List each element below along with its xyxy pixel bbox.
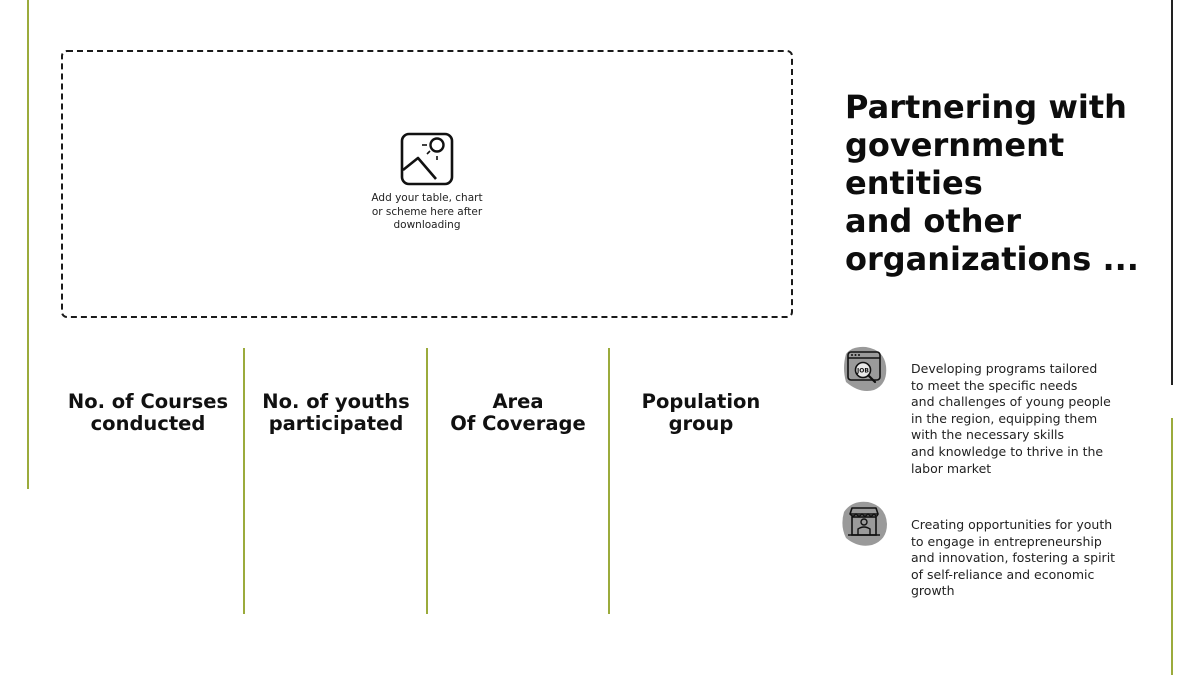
stat-divider <box>608 348 610 614</box>
right-accent-line <box>1171 418 1173 675</box>
chart-placeholder-area[interactable] <box>61 50 793 318</box>
entrepreneur-shop-icon <box>838 498 890 550</box>
stat-divider <box>243 348 245 614</box>
image-placeholder-icon <box>400 132 454 186</box>
svg-text:JOB: JOB <box>857 367 869 375</box>
feature-description: Creating opportunities for youth to engage in entrepreneurship and innovation, fostering a spirit of self-reliance and economic growth <box>911 517 1116 599</box>
stat-divider <box>426 348 428 614</box>
feature-description: Developing programs tailored to meet the specific needs and challenges of young people in the region, equipping them with the necessary skills and knowledge to thrive in the labor market <box>911 361 1111 476</box>
page-title: Partnering with government entities and other organizations ... <box>845 88 1139 278</box>
stat-label-youths: No. of youths participated <box>262 390 410 435</box>
stat-label-population: Population group <box>641 390 761 435</box>
job-search-icon <box>838 344 890 396</box>
stat-label-coverage: Area Of Coverage <box>450 390 586 435</box>
left-accent-line <box>27 0 29 489</box>
placeholder-caption: Add your table, chart or scheme here after downloading <box>371 192 483 231</box>
stat-label-courses: No. of Courses conducted <box>67 390 229 435</box>
